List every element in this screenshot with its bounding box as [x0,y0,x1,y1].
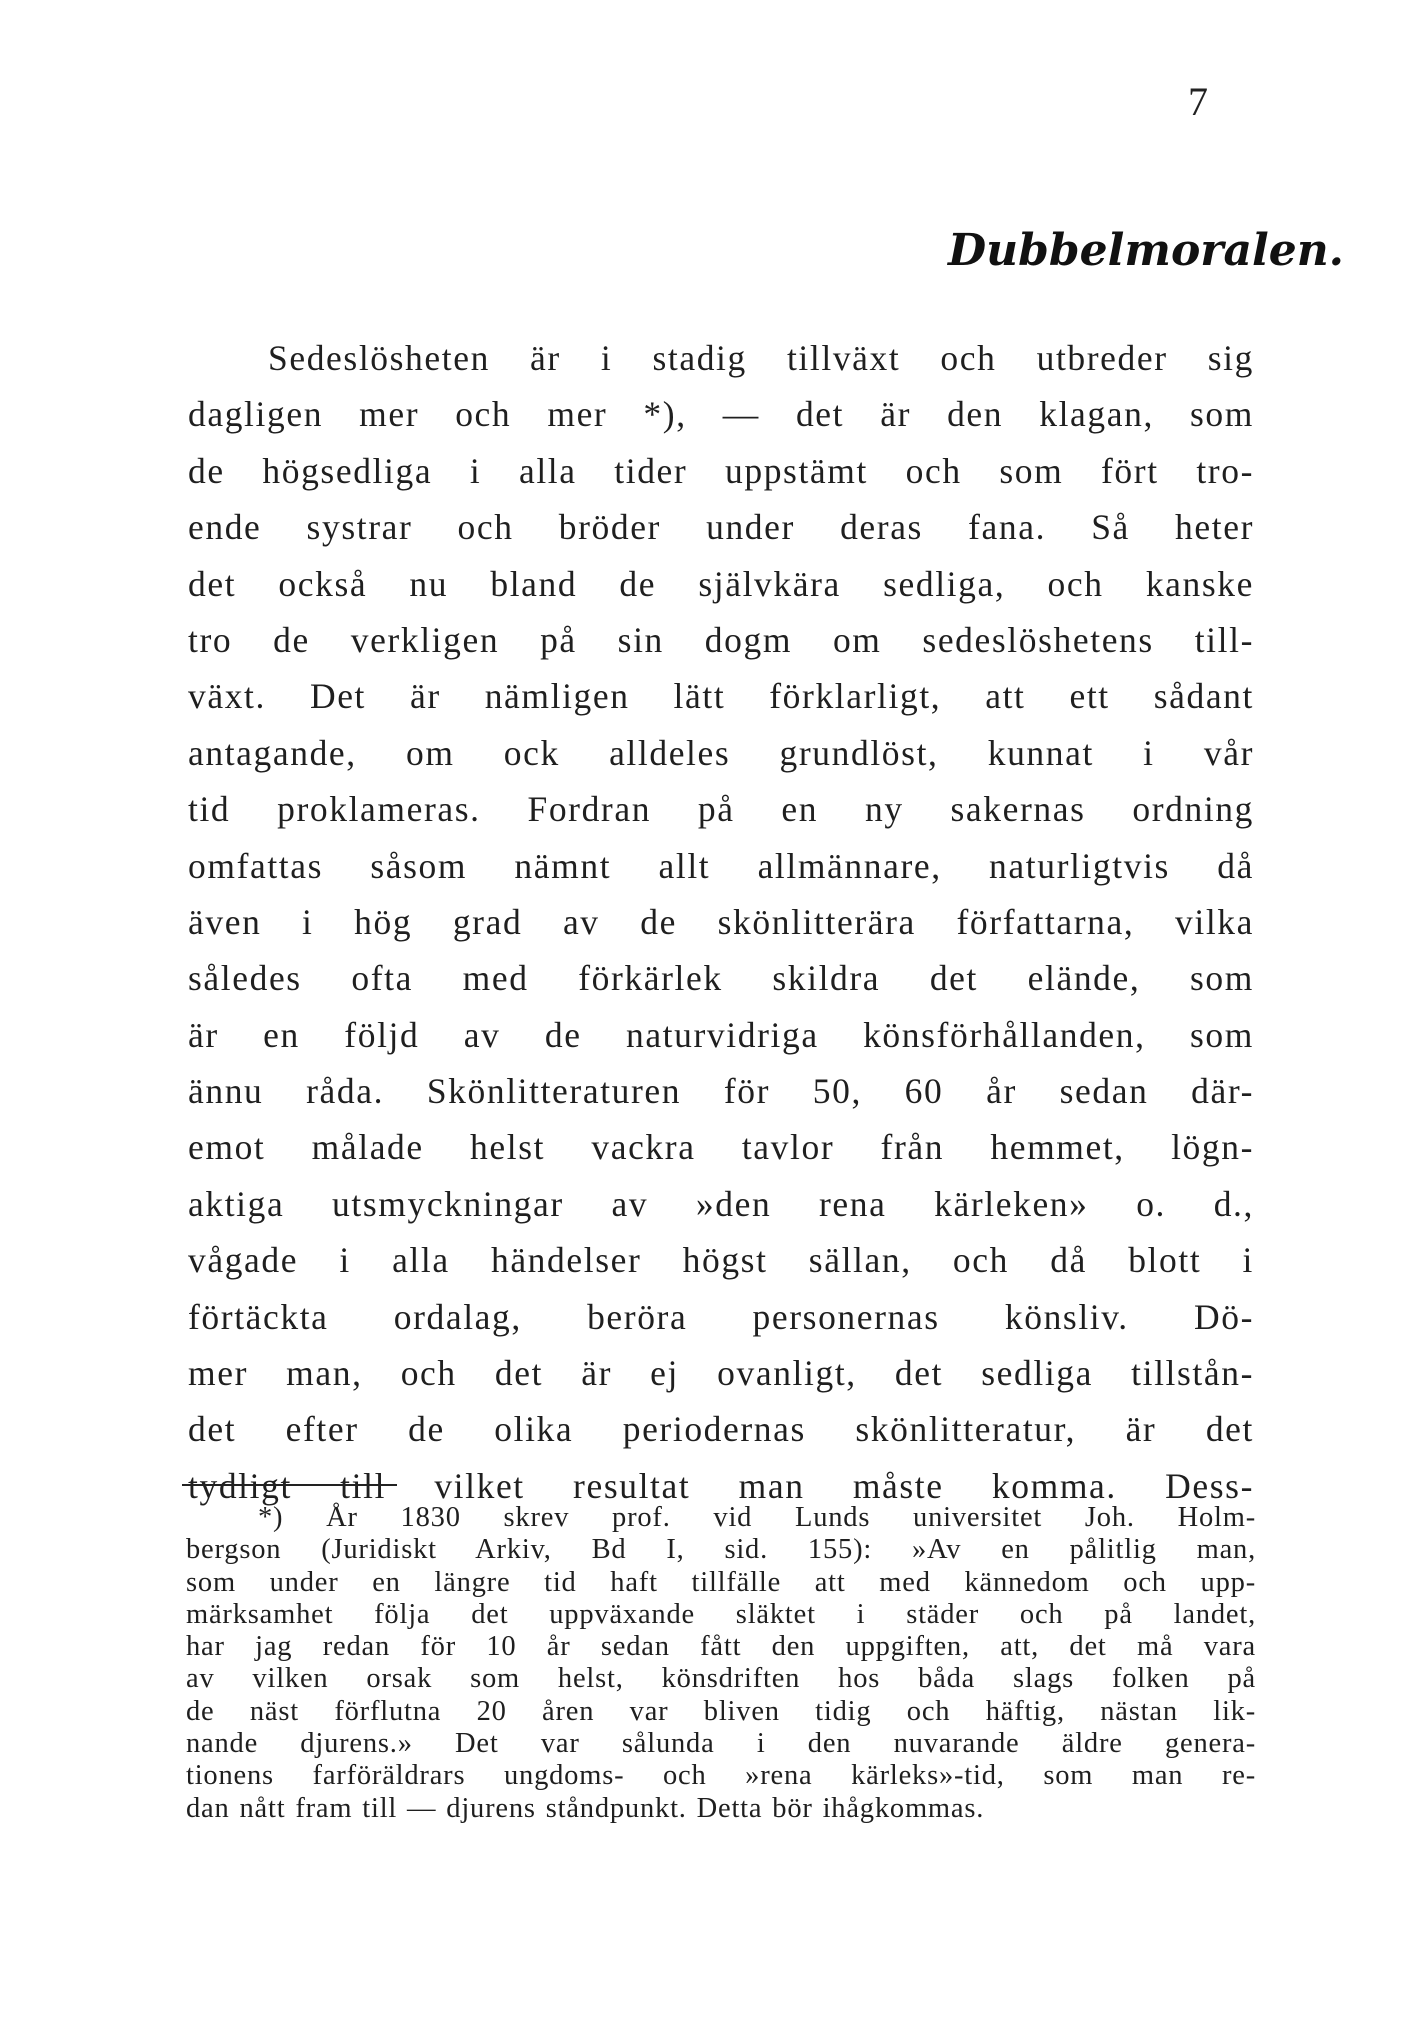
body-line: aktiga utsmyckningar av »den rena kärleken» o. d., [188,1183,1254,1224]
footnote-line: nande djurens.» Det var sålunda i den nuvarande äldre genera- [186,1728,1256,1760]
footnote-line: tionens farföräldrars ungdoms- och »rena kärleks»-tid, som man re- [186,1760,1256,1792]
footnote-line: bergson (Juridiskt Arkiv, Bd I, sid. 155): »Av en pålitlig man, [186,1534,1256,1566]
page-number: 7 [1188,79,1208,124]
body-line: emot målade helst vackra tavlor från hemmet, lögn- [188,1127,1254,1168]
chapter-title: Dubbelmoralen. [948,225,1344,276]
body-line: förtäckta ordalag, beröra personernas könsliv. Dö- [188,1296,1254,1337]
body-line: är en följd av de naturvidriga könsförhållanden, som [188,1014,1254,1055]
body-line: tid proklameras. Fordran på en ny sakernas ordning [188,789,1254,830]
body-line: de högsedliga i alla tider uppstämt och som fört tro- [188,450,1254,491]
body-text [188,330,1254,1514]
footnote-line: har jag redan för 10 år sedan fått den uppgiften, att, det må vara [186,1631,1256,1663]
footnote-line: som under en längre tid haft tillfälle att med kännedom och upp- [186,1566,1256,1598]
body-line: dagligen mer och mer *), — det är den klagan, som [188,394,1254,435]
footnote-line: märksamhet följa det uppväxande släktet i städer och på landet, [186,1598,1256,1630]
body-line: även i hög grad av de skönlitterära författarna, vilka [188,901,1254,942]
body-line: antagande, om ock alldeles grundlöst, kunnat i vår [188,732,1254,773]
body-line: växt. Det är nämligen lätt förklarligt, att ett sådant [188,676,1254,717]
body-line: ännu råda. Skönlitteraturen för 50, 60 år sedan där- [188,1071,1254,1112]
footnote-line: dan nått fram till — djurens ståndpunkt. Detta bör ihågkommas. [186,1792,985,1824]
footnote [186,1502,1256,1825]
body-line: det efter de olika periodernas skönlitteratur, är det [188,1409,1254,1450]
body-line: tro de verkligen på sin dogm om sedeslöshetens till- [188,619,1254,660]
body-line: Sedeslösheten är i stadig tillväxt och utbreder sig [268,338,1254,378]
body-line: vågade i alla händelser högst sällan, och då blott i [188,1240,1254,1281]
footnote-divider [182,1484,397,1486]
body-line: omfattas såsom nämnt allt allmännare, naturligtvis då [188,845,1254,886]
footnote-line: de näst förflutna 20 åren var bliven tidig och häftig, nästan lik- [186,1695,1256,1727]
body-line: således ofta med förkärlek skildra det elände, som [188,958,1254,999]
body-line: tydligt till vilket resultat man måste komma. Dess- [188,1465,1254,1506]
body-line: ende systrar och bröder under deras fana. Så heter [188,507,1254,548]
footnote-line: *) År 1830 skrev prof. vid Lunds universitet Joh. Holm- [258,1502,1256,1533]
body-line: det också nu bland de självkära sedliga, och kanske [188,563,1254,604]
footnote-line: av vilken orsak som helst, könsdriften hos båda slags folken på [186,1663,1256,1695]
body-line: mer man, och det är ej ovanligt, det sedliga tillstån- [188,1353,1254,1394]
